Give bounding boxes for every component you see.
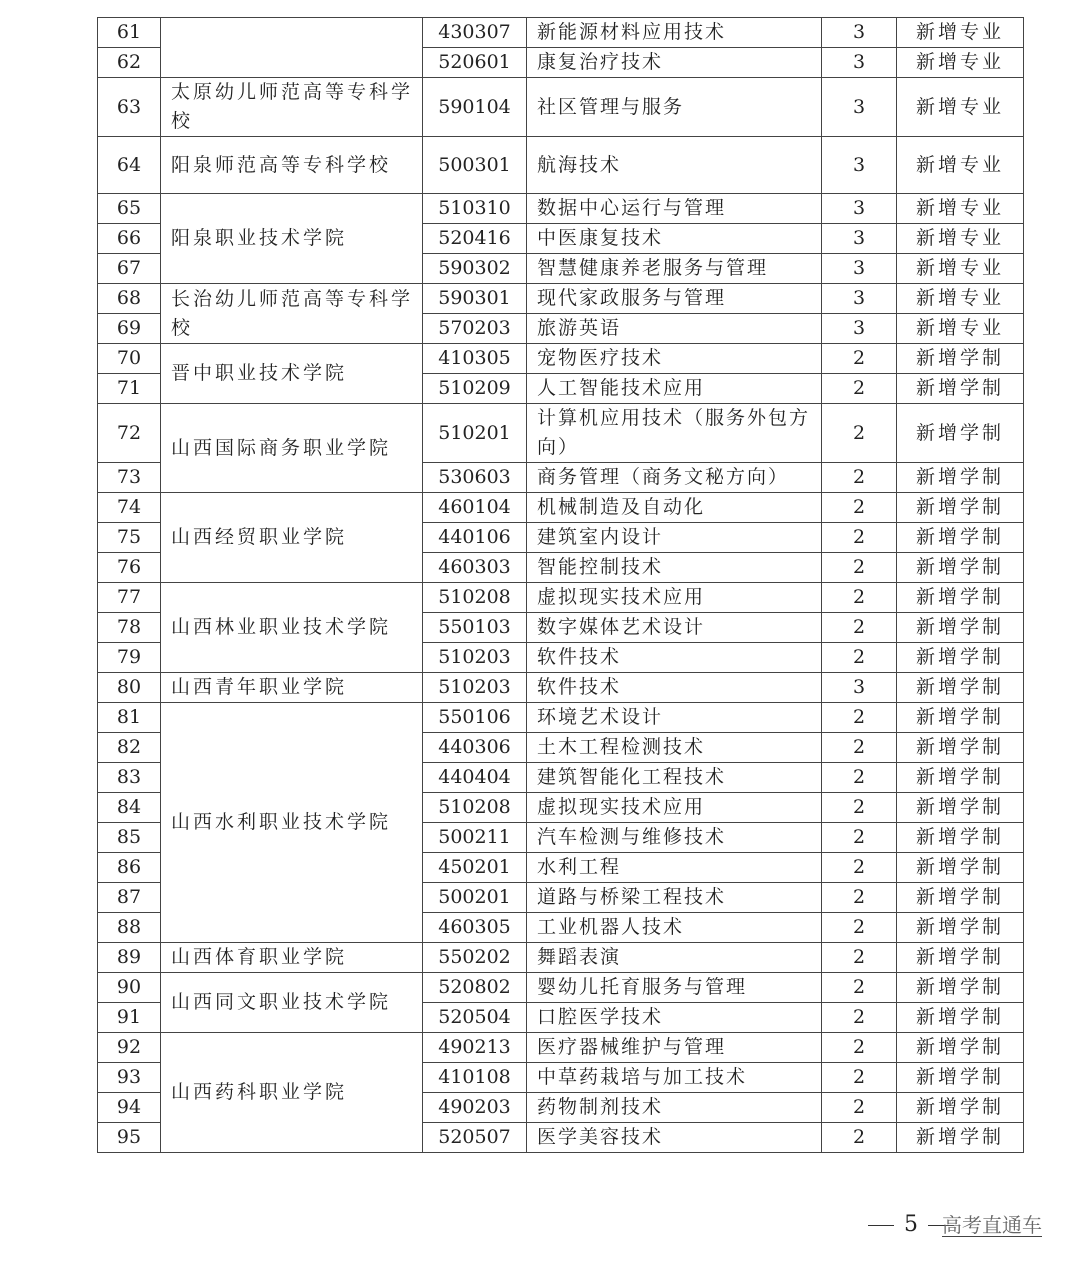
major-code: 520504: [423, 1003, 527, 1033]
major-code: 440306: [423, 733, 527, 763]
study-years: 3: [822, 137, 897, 194]
major-name: 计算机应用技术（服务外包方向）: [527, 404, 822, 463]
school-name: 山西水利职业技术学院: [161, 703, 423, 943]
major-name: 旅游英语: [527, 314, 822, 344]
row-number: 71: [98, 374, 161, 404]
major-name: 口腔医学技术: [527, 1003, 822, 1033]
major-code: 460104: [423, 493, 527, 523]
school-name: 山西药科职业学院: [161, 1033, 423, 1153]
major-code: 550106: [423, 703, 527, 733]
study-years: 2: [822, 1093, 897, 1123]
change-type: 新增学制: [897, 613, 1024, 643]
major-code: 550103: [423, 613, 527, 643]
change-type: 新增专业: [897, 254, 1024, 284]
watermark: 高考直通车: [942, 1213, 1042, 1237]
change-type: 新增学制: [897, 823, 1024, 853]
study-years: 2: [822, 1063, 897, 1093]
study-years: 2: [822, 404, 897, 463]
change-type: 新增专业: [897, 78, 1024, 137]
major-code: 490213: [423, 1033, 527, 1063]
major-code: 410305: [423, 344, 527, 374]
major-name: 药物制剂技术: [527, 1093, 822, 1123]
major-code: 510209: [423, 374, 527, 404]
table-row: [98, 404, 1024, 463]
major-name: 环境艺术设计: [527, 703, 822, 733]
change-type: 新增学制: [897, 1093, 1024, 1123]
study-years: 3: [822, 18, 897, 48]
major-name: 中医康复技术: [527, 224, 822, 254]
table-row: [98, 18, 1024, 48]
row-number: 77: [98, 583, 161, 613]
change-type: 新增专业: [897, 48, 1024, 78]
school-name: 长治幼儿师范高等专科学校: [161, 284, 423, 344]
major-name: 水利工程: [527, 853, 822, 883]
change-type: 新增学制: [897, 1063, 1024, 1093]
table-row: [98, 284, 1024, 314]
row-number: 67: [98, 254, 161, 284]
table-row: [98, 673, 1024, 703]
row-number: 93: [98, 1063, 161, 1093]
study-years: 3: [822, 254, 897, 284]
school-name: 山西林业职业技术学院: [161, 583, 423, 673]
change-type: 新增学制: [897, 763, 1024, 793]
row-number: 83: [98, 763, 161, 793]
major-name: 现代家政服务与管理: [527, 284, 822, 314]
major-code: 510208: [423, 793, 527, 823]
table-row: [98, 137, 1024, 194]
study-years: 2: [822, 1123, 897, 1153]
major-code: 590302: [423, 254, 527, 284]
major-name: 医疗器械维护与管理: [527, 1033, 822, 1063]
major-name: 软件技术: [527, 673, 822, 703]
major-code: 430307: [423, 18, 527, 48]
row-number: 88: [98, 913, 161, 943]
study-years: 2: [822, 613, 897, 643]
row-number: 87: [98, 883, 161, 913]
major-name: 中草药栽培与加工技术: [527, 1063, 822, 1093]
row-number: 76: [98, 553, 161, 583]
row-number: 84: [98, 793, 161, 823]
row-number: 70: [98, 344, 161, 374]
major-name: 软件技术: [527, 643, 822, 673]
major-code: 500211: [423, 823, 527, 853]
major-code: 510203: [423, 673, 527, 703]
major-code: 490203: [423, 1093, 527, 1123]
study-years: 3: [822, 78, 897, 137]
major-name: 智慧健康养老服务与管理: [527, 254, 822, 284]
study-years: 2: [822, 973, 897, 1003]
row-number: 74: [98, 493, 161, 523]
study-years: 2: [822, 493, 897, 523]
table-row: [98, 344, 1024, 374]
change-type: 新增学制: [897, 973, 1024, 1003]
change-type: 新增学制: [897, 493, 1024, 523]
study-years: 2: [822, 553, 897, 583]
change-type: 新增学制: [897, 673, 1024, 703]
study-years: 2: [822, 643, 897, 673]
change-type: 新增学制: [897, 523, 1024, 553]
row-number: 92: [98, 1033, 161, 1063]
major-name: 工业机器人技术: [527, 913, 822, 943]
major-code: 450201: [423, 853, 527, 883]
row-number: 61: [98, 18, 161, 48]
row-number: 89: [98, 943, 161, 973]
row-number: 65: [98, 194, 161, 224]
study-years: 2: [822, 344, 897, 374]
row-number: 64: [98, 137, 161, 194]
major-code: 510203: [423, 643, 527, 673]
row-number: 79: [98, 643, 161, 673]
major-code: 510310: [423, 194, 527, 224]
major-name: 道路与桥梁工程技术: [527, 883, 822, 913]
row-number: 69: [98, 314, 161, 344]
major-name: 舞蹈表演: [527, 943, 822, 973]
school-name: 山西同文职业技术学院: [161, 973, 423, 1033]
table-row: [98, 493, 1024, 523]
program-table: [97, 17, 1024, 1153]
change-type: 新增专业: [897, 224, 1024, 254]
school-name: 阳泉职业技术学院: [161, 194, 423, 284]
change-type: 新增学制: [897, 404, 1024, 463]
row-number: 95: [98, 1123, 161, 1153]
school-name: 晋中职业技术学院: [161, 344, 423, 404]
major-code: 510208: [423, 583, 527, 613]
study-years: 2: [822, 703, 897, 733]
major-code: 590301: [423, 284, 527, 314]
major-code: 520601: [423, 48, 527, 78]
change-type: 新增学制: [897, 463, 1024, 493]
change-type: 新增学制: [897, 374, 1024, 404]
study-years: 3: [822, 194, 897, 224]
study-years: 2: [822, 374, 897, 404]
row-number: 86: [98, 853, 161, 883]
row-number: 73: [98, 463, 161, 493]
change-type: 新增学制: [897, 643, 1024, 673]
page-number: 5: [904, 1212, 918, 1237]
change-type: 新增专业: [897, 18, 1024, 48]
major-code: 550202: [423, 943, 527, 973]
study-years: 2: [822, 763, 897, 793]
major-name: 数字媒体艺术设计: [527, 613, 822, 643]
study-years: 2: [822, 1033, 897, 1063]
school-name: 阳泉师范高等专科学校: [161, 137, 423, 194]
study-years: 2: [822, 913, 897, 943]
change-type: 新增学制: [897, 553, 1024, 583]
row-number: 78: [98, 613, 161, 643]
change-type: 新增学制: [897, 583, 1024, 613]
major-name: 机械制造及自动化: [527, 493, 822, 523]
major-name: 康复治疗技术: [527, 48, 822, 78]
major-name: 商务管理（商务文秘方向）: [527, 463, 822, 493]
major-name: 婴幼儿托育服务与管理: [527, 973, 822, 1003]
major-name: 航海技术: [527, 137, 822, 194]
school-name: 山西经贸职业学院: [161, 493, 423, 583]
row-number: 80: [98, 673, 161, 703]
change-type: 新增学制: [897, 703, 1024, 733]
row-number: 85: [98, 823, 161, 853]
major-name: 建筑室内设计: [527, 523, 822, 553]
study-years: 2: [822, 733, 897, 763]
row-number: 66: [98, 224, 161, 254]
table-row: [98, 703, 1024, 733]
major-name: 土木工程检测技术: [527, 733, 822, 763]
table-row: [98, 943, 1024, 973]
study-years: 3: [822, 224, 897, 254]
row-number: 91: [98, 1003, 161, 1033]
major-code: 440106: [423, 523, 527, 553]
study-years: 2: [822, 463, 897, 493]
major-name: 虚拟现实技术应用: [527, 793, 822, 823]
major-name: 虚拟现实技术应用: [527, 583, 822, 613]
school-name: 太原幼儿师范高等专科学校: [161, 78, 423, 137]
change-type: 新增专业: [897, 137, 1024, 194]
major-code: 590104: [423, 78, 527, 137]
study-years: 3: [822, 284, 897, 314]
major-name: 数据中心运行与管理: [527, 194, 822, 224]
major-code: 520802: [423, 973, 527, 1003]
change-type: 新增学制: [897, 853, 1024, 883]
major-code: 410108: [423, 1063, 527, 1093]
study-years: 2: [822, 943, 897, 973]
change-type: 新增学制: [897, 913, 1024, 943]
major-code: 460305: [423, 913, 527, 943]
major-code: 570203: [423, 314, 527, 344]
change-type: 新增专业: [897, 194, 1024, 224]
change-type: 新增学制: [897, 793, 1024, 823]
change-type: 新增专业: [897, 284, 1024, 314]
row-number: 68: [98, 284, 161, 314]
row-number: 90: [98, 973, 161, 1003]
school-name: [161, 18, 423, 78]
major-name: 建筑智能化工程技术: [527, 763, 822, 793]
table-row: [98, 583, 1024, 613]
study-years: 3: [822, 673, 897, 703]
table-row: [98, 194, 1024, 224]
row-number: 81: [98, 703, 161, 733]
study-years: 2: [822, 853, 897, 883]
row-number: 62: [98, 48, 161, 78]
major-name: 社区管理与服务: [527, 78, 822, 137]
school-name: 山西体育职业学院: [161, 943, 423, 973]
school-name: 山西国际商务职业学院: [161, 404, 423, 493]
major-code: 520507: [423, 1123, 527, 1153]
row-number: 63: [98, 78, 161, 137]
major-code: 510201: [423, 404, 527, 463]
study-years: 2: [822, 523, 897, 553]
major-code: 520416: [423, 224, 527, 254]
study-years: 3: [822, 314, 897, 344]
table-row: [98, 78, 1024, 137]
change-type: 新增学制: [897, 344, 1024, 374]
dash-left: [868, 1225, 894, 1226]
major-name: 宠物医疗技术: [527, 344, 822, 374]
major-name: 智能控制技术: [527, 553, 822, 583]
study-years: 2: [822, 1003, 897, 1033]
major-code: 440404: [423, 763, 527, 793]
change-type: 新增学制: [897, 883, 1024, 913]
table-row: [98, 1033, 1024, 1063]
major-code: 530603: [423, 463, 527, 493]
major-name: 汽车检测与维修技术: [527, 823, 822, 853]
major-name: 人工智能技术应用: [527, 374, 822, 404]
major-name: 医学美容技术: [527, 1123, 822, 1153]
school-name: 山西青年职业学院: [161, 673, 423, 703]
major-code: 500201: [423, 883, 527, 913]
study-years: 2: [822, 583, 897, 613]
study-years: 2: [822, 823, 897, 853]
row-number: 82: [98, 733, 161, 763]
change-type: 新增学制: [897, 1123, 1024, 1153]
row-number: 75: [98, 523, 161, 553]
major-code: 460303: [423, 553, 527, 583]
major-code: 500301: [423, 137, 527, 194]
major-name: 新能源材料应用技术: [527, 18, 822, 48]
study-years: 3: [822, 48, 897, 78]
row-number: 94: [98, 1093, 161, 1123]
change-type: 新增学制: [897, 733, 1024, 763]
study-years: 2: [822, 793, 897, 823]
change-type: 新增专业: [897, 314, 1024, 344]
change-type: 新增学制: [897, 943, 1024, 973]
row-number: 72: [98, 404, 161, 463]
table-row: [98, 973, 1024, 1003]
change-type: 新增学制: [897, 1033, 1024, 1063]
change-type: 新增学制: [897, 1003, 1024, 1033]
study-years: 2: [822, 883, 897, 913]
